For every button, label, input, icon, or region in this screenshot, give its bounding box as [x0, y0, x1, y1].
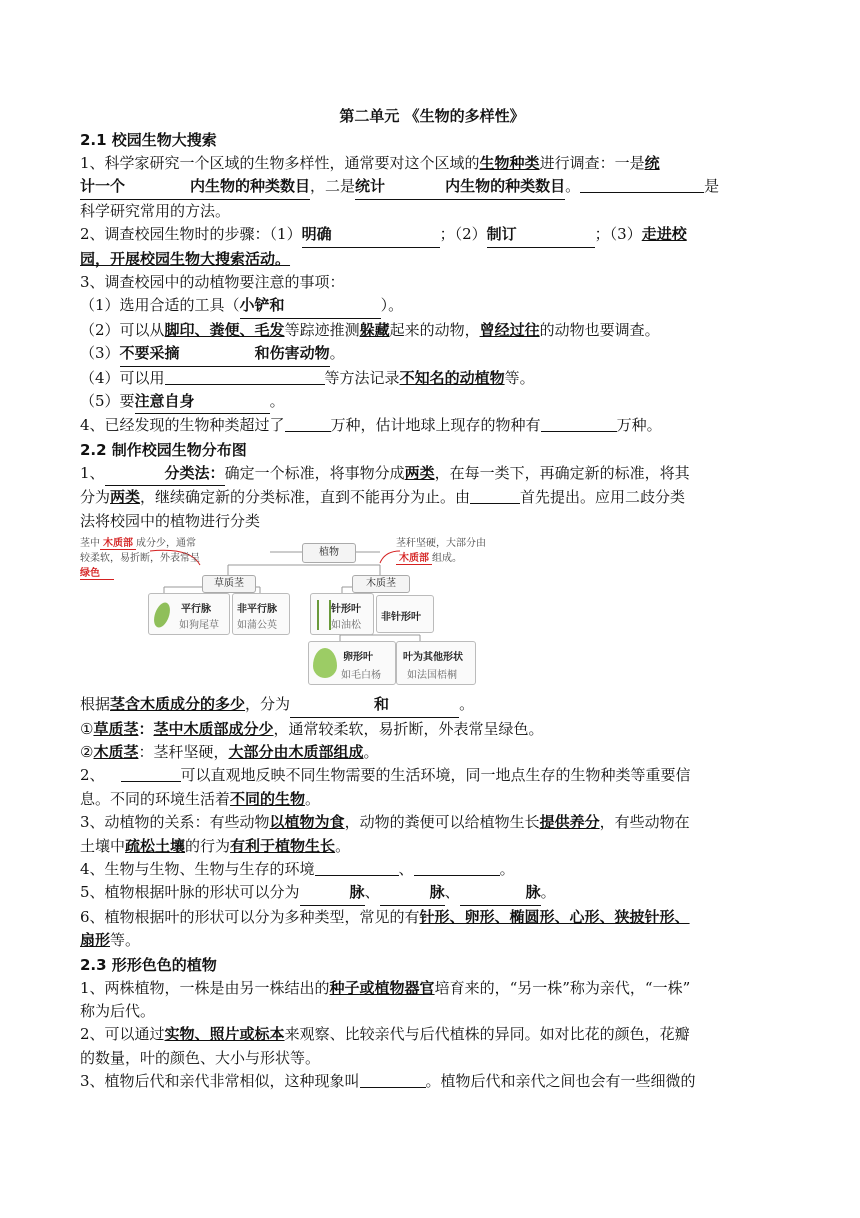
s22-item-4: 4、生物与生物、生物与生存的环境 、 。: [80, 859, 515, 878]
leaf-icon: [151, 600, 173, 629]
s22-item-3-line-1: 3、动植物的关系：有些动物以植物为食，动物的粪便可以给植物生长提供养分，有些动物在: [80, 813, 690, 832]
text: ；（3）: [594, 225, 642, 244]
text: 是: [704, 177, 720, 196]
s21-item-1-line-2: [80, 175, 784, 199]
s23-item-2-line-2: 的数量，叶的颜色、大小与形状等。: [80, 1048, 321, 1067]
fill-blank: [121, 765, 181, 782]
s21-item-4: 4、已经发现的生物种类超过了 万种，估计地球上现存的物种有 万种。: [80, 416, 662, 435]
s21-item-3-4: （4）可以用 等方法记录不知名的动植物等。: [80, 368, 535, 387]
wood-note-line-1: 茎秆坚硬，大部分由: [396, 538, 486, 550]
fill-blank: [541, 415, 617, 432]
text: ，二是: [310, 177, 356, 196]
text: 进行调查：一是: [539, 154, 645, 172]
s22-item-6-line-2: 扇形等。: [80, 931, 141, 950]
fill-blank: [414, 859, 500, 876]
herb-note-line-1: 茎中 木质部 成分少，通常: [80, 538, 196, 550]
text: 1、科学家研究一个区域的生物多样性，通常要对这个区域的: [80, 154, 480, 172]
s22-item-5: 5、植物根据叶脉的形状可以分为 脉、 脉、 脉。: [80, 881, 784, 905]
answer-blank: 小铲和: [240, 294, 381, 318]
s22-item-2-line-1: 2、 可以直观地反映不同生物需要的生活环境，同一地点生存的生物种类等重要信: [80, 766, 691, 785]
answer: 园，开展校园生物大搜索活动。: [80, 249, 291, 268]
answer-blank: 不要采摘 和伤害动物: [120, 342, 330, 366]
node-woody-stem: 木质茎: [352, 575, 410, 593]
text: ；（2）: [439, 225, 487, 244]
card-other-leaf-shape: 叶为其他形状 如法国梧桐: [396, 641, 476, 685]
section-heading-2-1: 2.1 校园生物大搜索: [80, 131, 217, 149]
fill-blank: [580, 176, 704, 193]
fill-blank: [165, 368, 325, 385]
text: 。: [565, 177, 581, 196]
s21-item-1-line-1: [80, 152, 784, 175]
wood-note-line-2: 木质部 组成。: [396, 552, 462, 565]
s23-item-3-line-1: 3、植物后代和亲代非常相似，这种现象叫 。植物后代和亲代之间也会有一些细微的: [80, 1072, 696, 1091]
answer-blank: 脉: [460, 881, 541, 905]
fill-blank: [315, 859, 399, 876]
answer-blank: 明确: [302, 223, 440, 247]
s22-item-6-line-1: 6、植物根据叶的形状可以分为多种类型，常见的有针形、卵形、椭圆形、心形、狭披针形、: [80, 907, 690, 926]
s23-item-1-line-1: 1、两株植物，一株是由另一株结出的种子或植物器官培育来的，“另一株”称为亲代，“一株”: [80, 978, 691, 997]
answer: 生物种类: [479, 154, 540, 172]
card-non-parallel-vein: 非平行脉 如蒲公英: [232, 593, 290, 635]
fill-blank: [285, 415, 331, 432]
s21-item-3-5: （5）要注意自身 。: [80, 390, 784, 414]
answer-blank: 脉: [300, 881, 365, 905]
s21-item-2-line-1: [80, 223, 784, 247]
ovate-leaf-icon: [313, 648, 337, 678]
fill-blank: [470, 487, 520, 504]
s23-item-1-line-2: 称为后代。: [80, 1001, 156, 1020]
s22-item-1-line-2: 分为两类，继续确定新的分类标准，直到不能再分为止。由 首先提出。应用二歧分类: [80, 488, 686, 507]
s23-item-2-line-1: 2、可以通过实物、照片或标本来观察、比较亲代与后代植株的异同。如对比花的颜色，花瓣: [80, 1025, 690, 1044]
answer-blank: 注意自身: [135, 390, 270, 414]
herb-note-line-2: 较柔软，易折断，外表常呈: [80, 553, 200, 565]
card-needle-leaf: 针形叶 如油松: [310, 593, 374, 635]
s21-item-3-2: （2）可以从脚印、粪便、毛发等踪迹推测躲藏起来的动物，曾经过往的动物也要调查。: [80, 320, 660, 339]
answer: 统: [644, 154, 660, 172]
s21-item-3-3: （3）不要采摘 和伤害动物。: [80, 342, 784, 366]
answer-blank: 计一个 内生物的种类数目: [80, 175, 310, 199]
answer: 走进校: [641, 225, 687, 244]
herb-note-line-3: 绿色: [80, 567, 114, 580]
answer-blank: 分类法：: [105, 462, 225, 486]
s22-item-1-line-1: 1、 分类法：确定一个标准，将事物分成两类，在每一类下，再确定新的标准，将其: [80, 462, 784, 486]
fill-blank: [360, 1071, 426, 1088]
card-parallel-vein: 平行脉 如狗尾草: [148, 593, 230, 635]
page-title: 第二单元 《生物的多样性》: [339, 107, 525, 125]
answer-blank: 制订: [487, 223, 595, 247]
plant-classification-diagram: [80, 537, 510, 689]
card-ovate-leaf: 卵形叶 如毛白杨: [308, 641, 396, 685]
s22-stem-classification: 根据茎含木质成分的多少，分为 和 。: [80, 693, 784, 717]
s21-item-1-line-3: 科学研究常用的方法。: [80, 201, 231, 220]
s22-item-2-line-2: 息。不同的环境生活着不同的生物。: [80, 789, 321, 808]
answer-blank: 统计 内生物的种类数目: [355, 175, 565, 199]
s22-item-1-line-3: 法将校园中的植物进行分类: [80, 511, 261, 530]
card-non-needle-leaf: 非针形叶: [376, 595, 434, 633]
node-herbaceous-stem: 草质茎: [202, 575, 256, 593]
needle-leaf-icon: [317, 600, 331, 630]
s21-item-3: 3、调查校园中的动植物要注意的事项：: [80, 273, 345, 292]
s21-item-3-1: （1）选用合适的工具（小铲和 ）。: [80, 294, 784, 318]
answer-blank: 脉: [380, 881, 445, 905]
s22-herbaceous-stem: ①草质茎：茎中木质部成分少，通常较柔软，易折断，外表常呈绿色。: [80, 719, 544, 738]
section-heading-2-2: 2.2 制作校园生物分布图: [80, 440, 247, 459]
s22-woody-stem: ②木质茎：茎秆坚硬，大部分由木质部组成。: [80, 742, 379, 761]
node-plant: 植物: [302, 543, 356, 563]
section-heading-2-3: 2.3 形形色色的植物: [80, 955, 217, 974]
answer-blank: 和: [290, 693, 459, 717]
worksheet-page: [80, 104, 784, 1094]
s22-item-3-line-2: 土壤中疏松土壤的行为有利于植物生长。: [80, 836, 351, 855]
text: 2、调查校园生物时的步骤：（1）: [80, 225, 302, 244]
s21-item-2-line-2: [80, 248, 784, 271]
